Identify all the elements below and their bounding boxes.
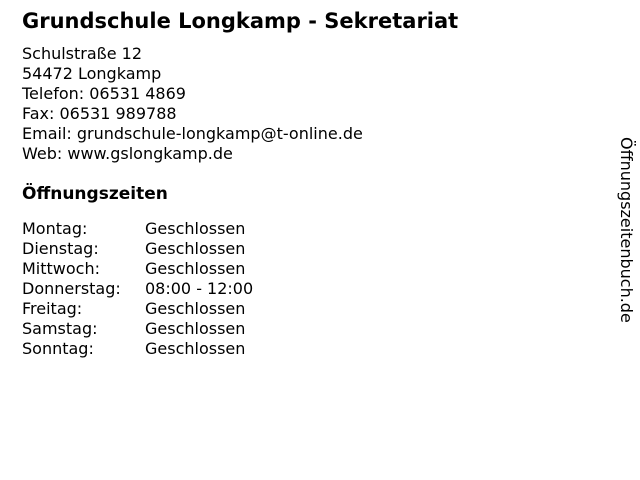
day-label: Freitag: bbox=[22, 299, 83, 318]
opening-hours-row-wednesday bbox=[22, 259, 600, 279]
contact-web: Web: www.gslongkamp.de bbox=[22, 144, 233, 163]
watermark-vertical-text: Öffnungszeitenbuch.de bbox=[617, 137, 636, 323]
contact-email: Email: grundschule-longkamp@t-online.de bbox=[22, 124, 363, 143]
time-value: Geschlossen bbox=[145, 259, 246, 278]
opening-hours-row-monday bbox=[22, 219, 600, 239]
day-label: Montag: bbox=[22, 219, 88, 238]
opening-hours-row-friday bbox=[22, 299, 600, 319]
contact-phone: Telefon: 06531 4869 bbox=[22, 84, 186, 103]
time-value: Geschlossen bbox=[145, 239, 246, 258]
opening-hours-table bbox=[22, 219, 600, 359]
time-value: Geschlossen bbox=[145, 299, 246, 318]
time-value: Geschlossen bbox=[145, 219, 246, 238]
opening-hours-row-sunday bbox=[22, 339, 600, 359]
opening-hours-heading: Öffnungszeiten bbox=[22, 184, 168, 204]
opening-hours-row-tuesday bbox=[22, 239, 600, 259]
time-value: Geschlossen bbox=[145, 339, 246, 358]
day-label: Dienstag: bbox=[22, 239, 99, 258]
time-value: Geschlossen bbox=[145, 319, 246, 338]
contact-street: Schulstraße 12 bbox=[22, 44, 143, 63]
time-value: 08:00 - 12:00 bbox=[145, 279, 254, 298]
day-label: Samstag: bbox=[22, 319, 98, 338]
page-title: Grundschule Longkamp - Sekretariat bbox=[22, 9, 459, 33]
day-label: Donnerstag: bbox=[22, 279, 121, 298]
day-label: Sonntag: bbox=[22, 339, 94, 358]
contact-city: 54472 Longkamp bbox=[22, 64, 162, 83]
contact-fax: Fax: 06531 989788 bbox=[22, 104, 177, 123]
contact-block bbox=[22, 44, 600, 164]
opening-hours-row-saturday bbox=[22, 319, 600, 339]
day-label: Mittwoch: bbox=[22, 259, 100, 278]
opening-hours-row-thursday bbox=[22, 279, 600, 299]
